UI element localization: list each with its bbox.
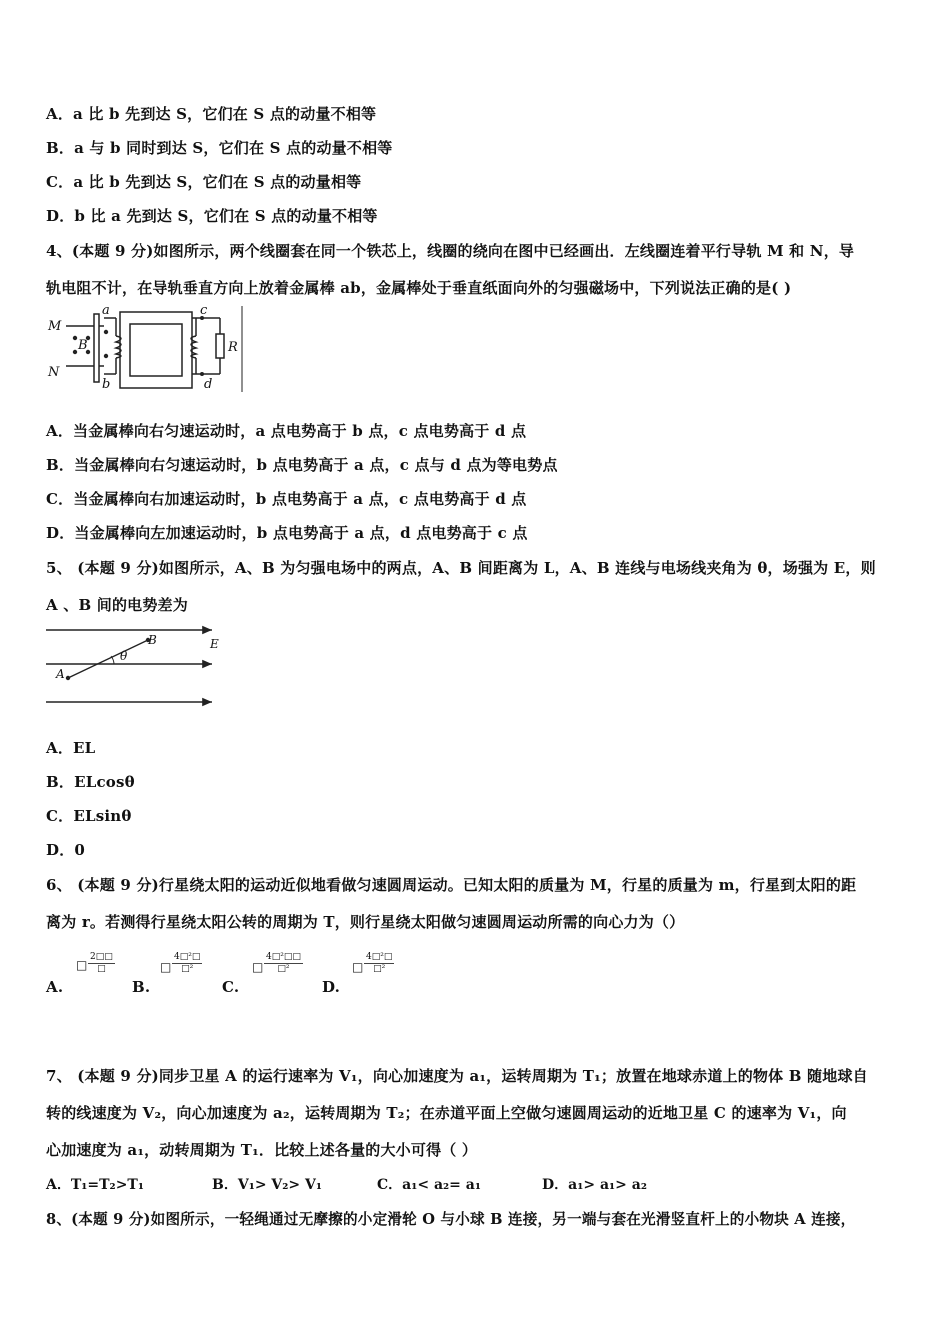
q6-formula-b: 4□²□ □² [174, 952, 201, 974]
q5-field-figure [44, 622, 234, 710]
resistor-r [216, 334, 224, 358]
q3-option-b: B．a 与 b 同时到达 S，它们在 S 点的动量不相等 [46, 139, 393, 157]
q6-formula-a: 2□□ □ [90, 952, 113, 974]
q6-formula-c: 4□²□□ □² [266, 952, 301, 974]
q3-option-a: A．a 比 b 先到达 S，它们在 S 点的动量不相等 [46, 105, 377, 123]
q5-option-d: D．0 [46, 841, 86, 859]
q5-option-b: B．ELcosθ [46, 773, 135, 791]
label-a: a [102, 306, 110, 318]
q7-stem-line2: 转的线速度为 V₂，向心加速度为 a₂，运转周期为 T₂；在赤道平面上空做匀速圆周运动的近地卫星 C 的速率为 V₁，向 [46, 1104, 847, 1122]
q6-option-d-label: D. [322, 978, 341, 996]
label-d: d [204, 377, 213, 392]
label-r: R [228, 340, 238, 355]
q8-stem-line1: 8、(本题 9 分)如图所示，一轻绳通过无摩擦的小定滑轮 O 与小球 B 连接，另一端与套在光滑竖直杆上的小物块 A 连接， [46, 1211, 856, 1228]
q5-option-c: C．ELsinθ [46, 807, 132, 825]
q4-circuit-figure [44, 306, 250, 394]
q6-options [0, 948, 520, 998]
label-m: M [48, 319, 62, 334]
q7-options [46, 1174, 666, 1192]
q6-option-c-prefix: □ [252, 960, 264, 974]
label-field-b: B [78, 338, 88, 353]
label-b: b [102, 377, 111, 392]
q7-option-d: D．a₁> a₁> a₂ [542, 1177, 647, 1193]
q3-option-c: C．a 比 b 先到达 S，它们在 S 点的动量相等 [46, 173, 362, 191]
q6-stem-line1: 6、 (本题 9 分)行星绕太阳的运动近似地看做匀速圆周运动。已知太阳的质量为 M，行星的质量为 m，行星到太阳的距 [46, 876, 857, 894]
q7-stem-line3: 心加速度为 a₁，动转周期为 T₁．比较上述各量的大小可得（ ） [46, 1141, 478, 1159]
q5-stem-line2: A 、B 间的电势差为 [46, 596, 188, 614]
q7-option-b: B．V₁> V₂> V₁ [212, 1177, 323, 1193]
metal-rod-ab [94, 314, 99, 382]
q6-stem-line2: 离为 r。若测得行星绕太阳公转的周期为 T，则行星绕太阳做匀速圆周运动所需的向心力为（） [46, 913, 685, 931]
label-point-a: A [56, 667, 65, 681]
q7-stem-line1: 7、 (本题 9 分)同步卫星 A 的运行速率为 V₁，向心加速度为 a₁，运转周期为 T₁；放置在地球赤道上的物体 B 随地球自 [46, 1067, 868, 1085]
q4-option-b: B．当金属棒向右匀速运动时，b 点电势高于 a 点，c 点与 d 点为等电势点 [46, 456, 558, 474]
q7-option-a: A．T₁=T₂>T₁ [46, 1177, 144, 1193]
q6-option-b-label: B. [132, 978, 151, 996]
label-point-b: B [148, 633, 157, 647]
q6-option-c-label: C. [222, 978, 240, 996]
label-theta: θ [120, 649, 128, 663]
q3-option-d: D．b 比 a 先到达 S，它们在 S 点的动量不相等 [46, 207, 378, 225]
q6-formula-d: 4□²□ □² [366, 952, 393, 974]
q5-stem-line1: 5、 (本题 9 分)如图所示，A、B 为匀强电场中的两点，A、B 间距离为 L，A、B 连线与电场线夹角为 θ，场强为 E，则 [46, 559, 876, 577]
iron-core-window [130, 324, 182, 376]
q6-option-b-prefix: □ [160, 960, 172, 974]
q4-stem-line2: 轨电阻不计，在导轨垂直方向上放着金属棒 ab，金属棒处于垂直纸面向外的匀强磁场中，下列说法正确的是( ) [46, 279, 792, 297]
q6-option-a-label: A. [46, 978, 64, 996]
q4-option-d: D．当金属棒向左加速运动时，b 点电势高于 a 点，d 点电势高于 c 点 [46, 524, 528, 542]
q7-option-c: C．a₁< a₂= a₁ [377, 1177, 481, 1193]
q4-option-c: C．当金属棒向右加速运动时，b 点电势高于 a 点，c 点电势高于 d 点 [46, 490, 527, 508]
q6-option-d-prefix: □ [352, 960, 364, 974]
q4-stem-line1: 4、(本题 9 分)如图所示，两个线圈套在同一个铁芯上，线圈的绕向在图中已经画出．左线圈连着平行导轨 M 和 N，导 [46, 242, 855, 260]
q6-option-a-prefix: □ [76, 958, 88, 972]
q5-option-a: A．EL [46, 739, 96, 757]
segment-ab [68, 640, 148, 678]
q4-option-a: A．当金属棒向右匀速运动时，a 点电势高于 b 点，c 点电势高于 d 点 [46, 422, 527, 440]
label-c: c [200, 306, 208, 318]
label-field-e: E [210, 637, 219, 651]
label-n: N [48, 365, 60, 380]
